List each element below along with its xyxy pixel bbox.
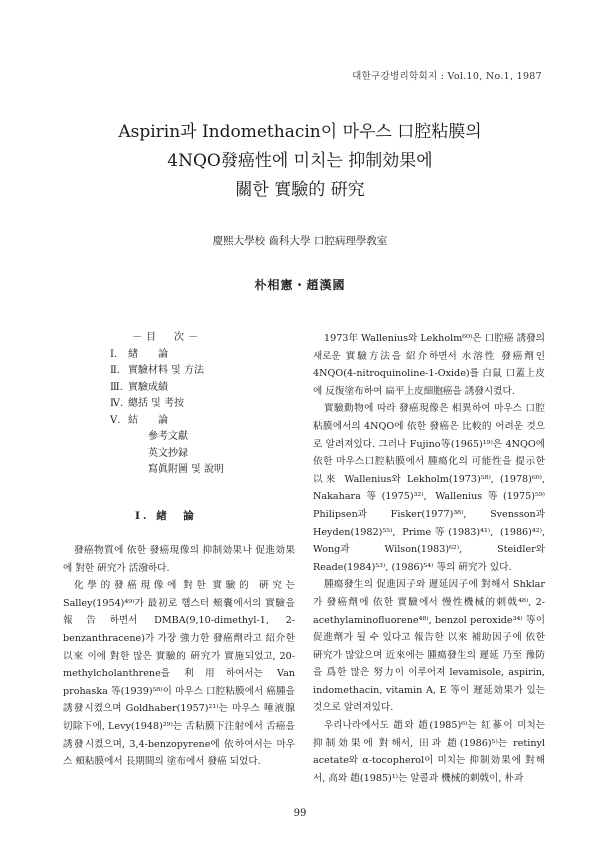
toc-heading: －目 次－	[132, 332, 202, 343]
journal-header: 대한구강병리학회지 : Vol.10, No.1, 1987	[352, 71, 542, 82]
toc-item-label: 總括 및 考按	[128, 398, 185, 409]
title-line-1: Aspirin과 Indomethacin이 마우스 口腔粘膜의	[118, 122, 482, 142]
article-title	[0, 118, 600, 205]
right-column	[313, 330, 545, 787]
toc-item-label: 實驗材料 및 方法	[128, 365, 205, 376]
toc-item	[110, 413, 280, 430]
paragraph: 腫瘍發生의 促進因子와 遲延因子에 對해서 Shklar가 發癌劑에 依한 實驗에서 慢性機械的刺戟⁴⁸⁾, 2-acethylaminofluorene⁴⁸⁾, benzol peroxide³⁴⁾ 等이 促進劑가 될 수 있다고 報告한 以來 補助因子에 依한 硏究가 많았으며 近來에는 腫瘍發生의 遲延 乃至 豫防을 爲한 많은 努力이 이루어져 levamisole, aspirin, indomethacin, vitamin A, E 等이 遲延効果가 있는 것으로 알려져있다.	[313, 579, 545, 714]
toc-subitem: 參考文獻	[148, 431, 188, 442]
table-of-contents	[110, 330, 280, 479]
toc-item-number: Ⅲ.	[110, 381, 123, 393]
toc-item-label: 緖 論	[128, 348, 168, 360]
paragraph: 우리나라에서도 趙와 趙(1985)⁶⁾는 紅蔘이 미치는 抑制効果에 對해서, 田과 趙(1986)⁵⁾는 retinyl acetate와 α-tocopherol이 미치는 抑制効果에 對해서, 高와 趙(1985)¹⁾는 알콜과 機械的刺戟이, 朴과	[313, 720, 545, 784]
affiliation: 慶熙大學校 齒科大學 口腔病理學敎室	[212, 235, 388, 247]
paragraph: 發癌物質에 依한 發癌現像의 抑制効果나 促進効果에 對한 硏究가 活潑하다.	[63, 545, 295, 574]
page-number: 99	[293, 808, 307, 819]
toc-item-label: 結 論	[128, 414, 168, 426]
toc-item	[110, 396, 280, 413]
toc-item-number: Ⅳ.	[110, 398, 124, 409]
toc-item-label: 實驗成績	[128, 381, 168, 393]
toc-item-number: Ⅱ.	[110, 365, 120, 376]
left-column	[63, 542, 295, 771]
title-line-3: 關한 實驗的 硏究	[235, 180, 365, 200]
authors: 朴相憲・趙漢國	[254, 278, 346, 292]
toc-item	[110, 380, 280, 397]
paragraph: 化學的發癌現像에 對한 實驗的 硏究는 Salley(1954)⁴⁹⁾가 最初로 햄스터 頰囊에서의 實驗을 報告하면서 DMBA(9,10-dimethyl-1, 2-benzanthracene)가 가장 強力한 發癌劑라고 紹介한 以來 이에 對한 많은 實驗的 硏究가 實施되었고, 20-methylcholanthrene을 利用하여서는 Van prohaska 等(1939)⁵⁸⁾이 마우스 口腔粘膜에서 癌腫을 誘發시켰으며 Goldhaber(1957)²¹⁾는 마우스 唾液腺切除下에, Levy(1948)²⁹⁾는 舌粘膜下注射에서 舌癌을 誘發시켰으며, 3,4-benzopyrene에 依하여서는 마우스 頰粘膜에서 長期間의 塗布에서 發癌 되었다.	[63, 580, 295, 768]
toc-item	[110, 347, 280, 364]
toc-item-number: Ⅴ.	[110, 414, 121, 426]
title-line-2: 4NQO發癌性에 미치는 抑制効果에	[167, 151, 433, 171]
paragraph: 實驗動物에 따라 發癌現像은 相異하여 마우스 口腔粘膜에서의 4NQO에 依한 發癌은 比較的 어려운 것으로 알려져있다. 그러나 Fujino等(1965)¹⁹⁾은 4NQO에 依한 마우스口腔粘膜에서 腫瘍化의 可能性을 提示한 以來 Wallenius와 Lekholm(1973)⁵⁸⁾, (1978)⁶⁰⁾, Nakahara等(1975)³²⁾, Wallenius等(1975)⁵⁹⁾ Philipsen과 Fisker(1977)³⁸⁾, Svensson과 Heyden(1982)⁵⁵⁾, Prime等(1983)⁴¹⁾, (1986)⁴²⁾, Wong과 Wilson(1983)⁶²⁾, Steidler와 Reade(1984)⁵³⁾, (1986)⁵⁴⁾ 等의 硏究가 있다.	[313, 403, 545, 573]
toc-subitem: 英文抄録	[148, 447, 188, 459]
toc-item	[110, 363, 280, 380]
toc-item-number: Ⅰ.	[110, 348, 118, 360]
toc-subitem: 寫眞附圖 및 說明	[148, 464, 225, 475]
paragraph: 1973年 Wallenius와 Lekholm⁶⁰⁾은 口腔癌 誘發의 새로운 實驗方法을 紹介하면서 水溶性 發癌劑인 4NQO(4-nitroquinoline-1-Oxide)를 白鼠 口蓋上皮에 反復塗布하여 扁平上皮細胞癌을 誘發시켰다.	[313, 333, 545, 397]
section-heading: Ⅰ. 緖 論	[135, 510, 197, 522]
